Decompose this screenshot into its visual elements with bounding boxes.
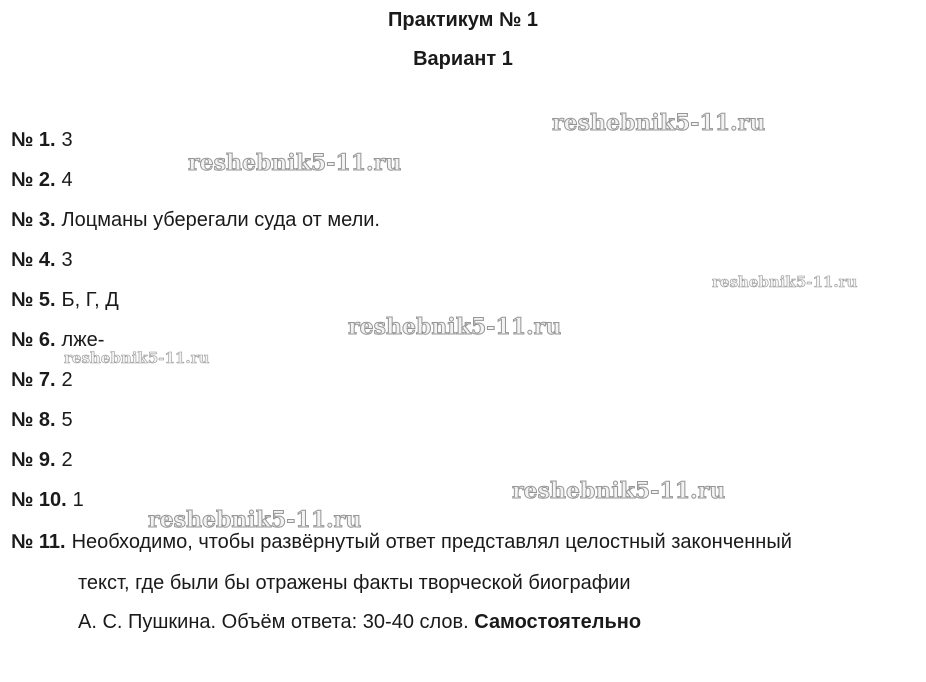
answer-text: 1 — [72, 489, 84, 511]
answer-text: Лоцманы уберегали суда от мели. — [61, 209, 380, 231]
answer-2 — [11, 168, 73, 192]
answer-number: № 8. — [11, 409, 56, 431]
answer-number: № 10. — [11, 489, 67, 511]
answer-number: № 6. — [11, 329, 56, 351]
answer-text: 4 — [61, 169, 73, 191]
watermark: reshebnik5-11.ru — [712, 273, 858, 291]
variant-title: Вариант 1 — [413, 48, 513, 70]
watermark: reshebnik5-11.ru — [552, 110, 766, 136]
answer-number: № 1. — [11, 129, 56, 151]
answer-text: лже- — [61, 329, 105, 351]
answer-number: № 9. — [11, 449, 56, 471]
watermark: reshebnik5-11.ru — [64, 349, 210, 367]
answer-8 — [11, 408, 73, 432]
answer-number: № 4. — [11, 249, 56, 271]
answer-5 — [11, 288, 119, 312]
answer-11 — [11, 530, 792, 554]
answer-number: № 5. — [11, 289, 56, 311]
answer-text: 3 — [61, 249, 73, 271]
answer-4 — [11, 248, 73, 272]
watermark: reshebnik5-11.ru — [188, 150, 402, 176]
answer-11-line2: текст, где были бы отражены факты творческой биографии — [78, 572, 631, 594]
answer-3 — [11, 208, 380, 232]
answer-text-line1: Необходимо, чтобы развёрнутый ответ представлял целостный законченный — [71, 531, 792, 553]
watermark: reshebnik5-11.ru — [348, 314, 562, 340]
answer-number: № 11. — [11, 531, 66, 553]
answer-1 — [11, 128, 73, 152]
answer-text-line3: А. С. Пушкина. Объём ответа: 30-40 слов. — [78, 611, 475, 633]
answer-11-line3 — [78, 610, 641, 634]
answer-number: № 2. — [11, 169, 56, 191]
answer-10 — [11, 488, 84, 512]
answer-text: Б, Г, Д — [61, 289, 119, 311]
answer-text-bold: Самостоятельно — [474, 611, 642, 633]
answer-7 — [11, 368, 73, 392]
answer-text: 3 — [61, 129, 73, 151]
page-title: Практикум № 1 — [387, 9, 538, 31]
watermark: reshebnik5-11.ru — [512, 478, 726, 504]
watermark: reshebnik5-11.ru — [148, 507, 362, 533]
answer-number: № 7. — [11, 369, 56, 391]
answer-text: 2 — [61, 449, 73, 471]
answer-9 — [11, 448, 73, 472]
answer-text: 2 — [61, 369, 73, 391]
answer-number: № 3. — [11, 209, 56, 231]
answer-text: 5 — [61, 409, 73, 431]
